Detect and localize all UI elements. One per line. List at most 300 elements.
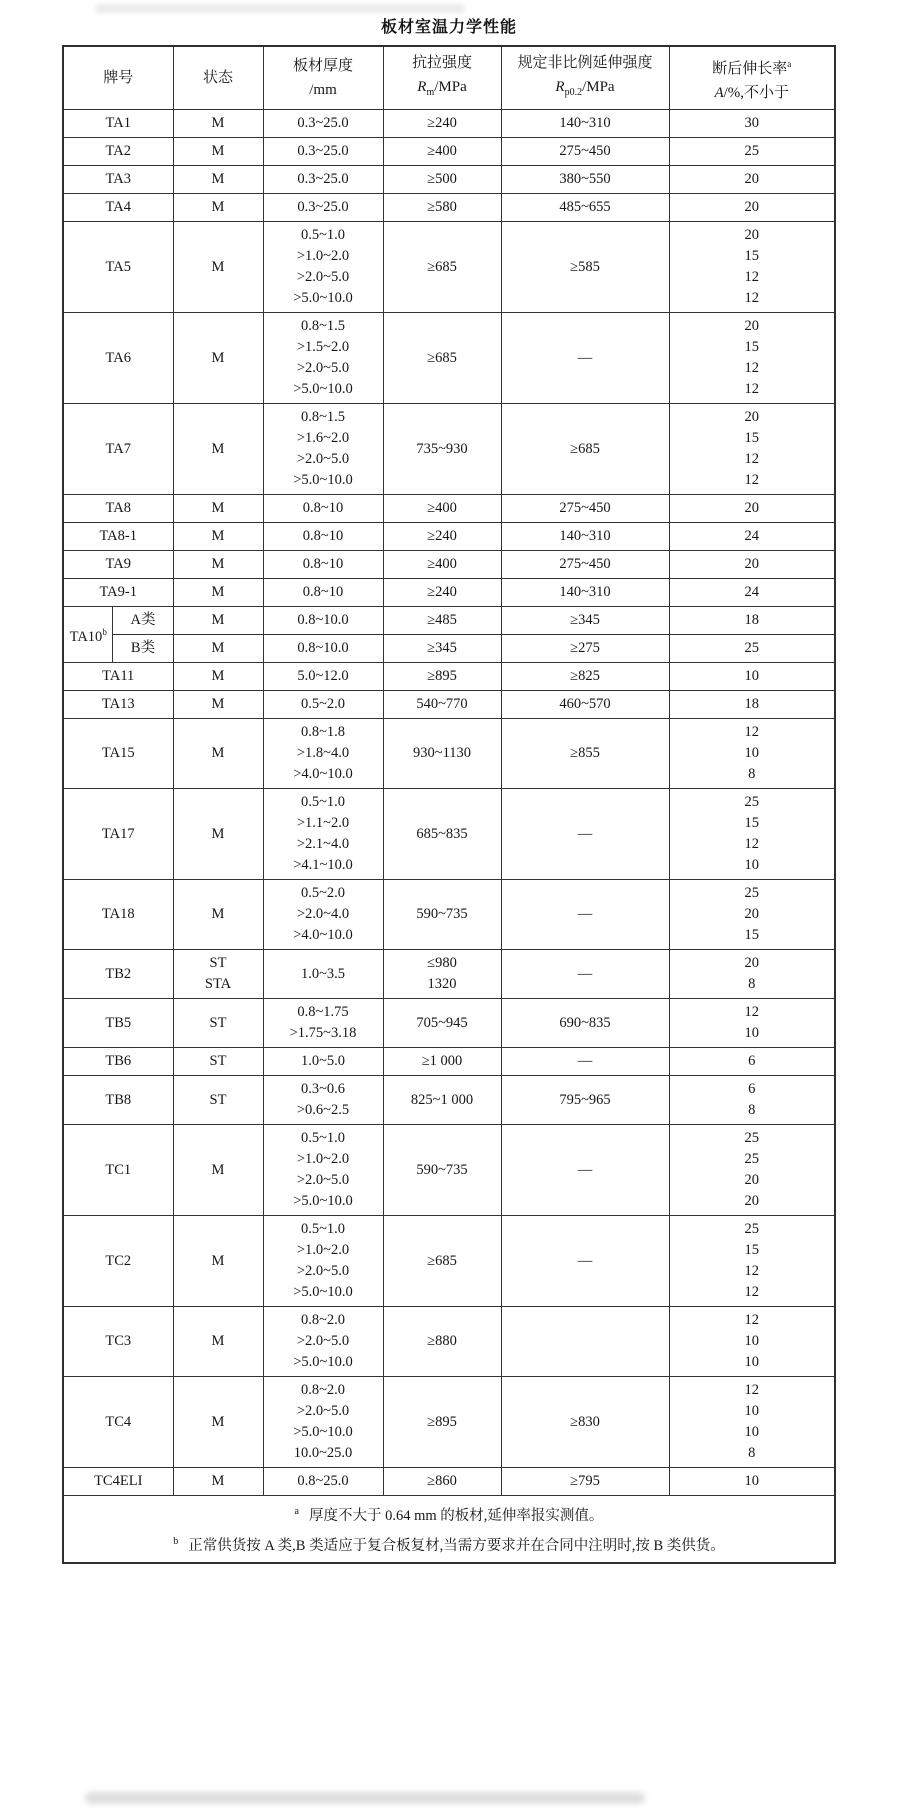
cell-line: 12 <box>744 451 759 467</box>
cell-line: 0.5~1.0 <box>300 1221 346 1237</box>
cell-proof-strength <box>501 950 669 999</box>
cell-line: 0.8~2.0 <box>300 1312 346 1328</box>
cell-tensile-strength <box>383 663 501 691</box>
cell-line: 10 <box>744 1354 759 1370</box>
table-row <box>63 1216 835 1307</box>
cell-line: 0.5~1.0 <box>300 794 346 810</box>
cell-line: 20 <box>744 1172 759 1188</box>
cell-line: 5.0~12.0 <box>297 668 349 684</box>
cell-proof-strength <box>501 635 669 663</box>
cell-grade <box>63 166 173 194</box>
cell-line: 485~655 <box>559 199 611 215</box>
cell-line: M <box>211 825 225 842</box>
cell-line: 1.0~5.0 <box>300 1053 346 1069</box>
cell-line: 25 <box>744 1151 759 1167</box>
cell-line: 825~1 000 <box>410 1091 474 1108</box>
cell-line: 12 <box>744 381 759 397</box>
cell-tensile-strength <box>383 1125 501 1216</box>
cell-line: 0.8~10 <box>302 528 344 544</box>
cell-line: 1.0~3.5 <box>300 965 346 982</box>
cell-line: 20 <box>744 955 759 971</box>
cell-elongation <box>669 222 835 313</box>
cell-grade-class <box>113 635 173 663</box>
table-row <box>63 880 835 950</box>
cell-line: >2.0~5.0 <box>296 1263 350 1279</box>
cell-line: ST <box>209 1014 227 1031</box>
cell-line: M <box>211 640 225 656</box>
cell-thickness <box>263 523 383 551</box>
cell-line: M <box>211 696 225 712</box>
cell-line: ≥685 <box>570 440 600 457</box>
cell-line: 0.8~1.5 <box>300 318 346 334</box>
cell-line: >1.0~2.0 <box>296 1151 350 1167</box>
cell-line: TB2 <box>105 965 132 982</box>
cell-line: ≥685 <box>427 258 457 275</box>
cell-line: M <box>211 1252 225 1269</box>
cell-line: 10 <box>744 668 759 684</box>
cell-tensile-strength <box>383 138 501 166</box>
cell-tensile-strength <box>383 719 501 789</box>
cell-thickness <box>263 222 383 313</box>
cell-line: 25 <box>744 1130 759 1146</box>
cell-grade <box>63 313 173 404</box>
cell-line: 24 <box>744 528 759 544</box>
cell-grade <box>63 551 173 579</box>
table-row <box>63 789 835 880</box>
cell-line: TA15 <box>101 745 135 761</box>
cell-tensile-strength <box>383 1377 501 1468</box>
cell-elongation <box>669 404 835 495</box>
cell-proof-strength <box>501 607 669 635</box>
cell-elongation <box>669 635 835 663</box>
cell-line: 12 <box>744 1382 759 1398</box>
cell-line: ≥240 <box>427 115 457 131</box>
cell-thickness <box>263 880 383 950</box>
cell-line: — <box>577 1252 593 1269</box>
cell-line: >1.1~2.0 <box>296 815 350 831</box>
cell-line: 20 <box>744 1193 759 1209</box>
scan-artifact-top <box>95 4 465 13</box>
cell-thickness <box>263 551 383 579</box>
cell-line: M <box>211 440 225 457</box>
header-thickness-line1: 板材厚度 <box>292 58 353 74</box>
cell-grade <box>63 404 173 495</box>
cell-line: ≥860 <box>427 1473 457 1489</box>
cell-state <box>173 1125 263 1216</box>
header-thickness-line2: /mm <box>309 82 337 98</box>
cell-line: 0.5~2.0 <box>300 696 346 712</box>
cell-elongation <box>669 551 835 579</box>
symbol-rp-sub: p0.2 <box>564 87 583 98</box>
footnote-text: 正常供货按 A 类,B 类适应于复合板复材,当需方要求并在合同中注明时,按 B 类供货。 <box>188 1537 725 1554</box>
cell-line: TC2 <box>105 1252 132 1269</box>
cell-proof-strength <box>501 1076 669 1125</box>
cell-thickness <box>263 138 383 166</box>
cell-thickness <box>263 635 383 663</box>
table-row <box>63 1076 835 1125</box>
header-grade <box>63 46 173 110</box>
cell-proof-strength <box>501 999 669 1048</box>
cell-proof-strength <box>501 719 669 789</box>
cell-line: >2.0~5.0 <box>296 1172 350 1188</box>
header-grade-label: 牌号 <box>103 70 134 86</box>
cell-line: >2.0~5.0 <box>296 360 350 376</box>
cell-line: 20 <box>744 409 759 425</box>
symbol-rm-sub: m <box>426 87 435 98</box>
cell-line: M <box>211 349 225 366</box>
cell-line: TA1 <box>105 115 131 131</box>
cell-line: 12 <box>744 836 759 852</box>
cell-line: 0.8~2.0 <box>300 1382 346 1398</box>
cell-elongation <box>669 719 835 789</box>
cell-line: 140~310 <box>559 584 611 600</box>
cell-state <box>173 880 263 950</box>
cell-line: >1.6~2.0 <box>296 430 350 446</box>
cell-line: TA5 <box>105 258 131 275</box>
cell-state <box>173 194 263 222</box>
cell-line: 12 <box>744 472 759 488</box>
cell-thickness <box>263 1216 383 1307</box>
cell-state <box>173 999 263 1048</box>
cell-line: — <box>577 825 593 842</box>
cell-thickness <box>263 1048 383 1076</box>
cell-line: TA4 <box>105 199 131 215</box>
cell-grade <box>63 880 173 950</box>
cell-line: 6 <box>748 1081 756 1097</box>
cell-line: TA8 <box>105 500 131 516</box>
cell-state <box>173 551 263 579</box>
cell-line: 930~1130 <box>412 745 472 761</box>
cell-line: — <box>577 965 593 982</box>
cell-line: >2.0~5.0 <box>296 1403 350 1419</box>
cell-line: >1.5~2.0 <box>296 339 350 355</box>
cell-proof-strength <box>501 313 669 404</box>
table-row <box>63 1468 835 1496</box>
header-elongation-label: 断后伸长率 <box>712 60 788 77</box>
cell-line: 10 <box>744 1473 759 1489</box>
cell-line: ST <box>209 1053 227 1069</box>
table-row <box>63 110 835 138</box>
cell-elongation <box>669 880 835 950</box>
cell-state <box>173 607 263 635</box>
cell-tensile-strength <box>383 579 501 607</box>
cell-line: >1.75~3.18 <box>289 1025 357 1041</box>
cell-thickness <box>263 1307 383 1377</box>
cell-thickness <box>263 691 383 719</box>
cell-line: >4.0~10.0 <box>293 766 353 782</box>
cell-line: ST <box>209 955 227 971</box>
cell-line: ≥1 000 <box>421 1053 463 1069</box>
cell-line: 685~835 <box>416 825 468 842</box>
cell-line: 20 <box>744 318 759 334</box>
cell-state <box>173 138 263 166</box>
cell-proof-strength <box>501 579 669 607</box>
cell-line: >5.0~10.0 <box>293 290 353 306</box>
cell-line: ≥345 <box>427 640 457 656</box>
cell-proof-strength <box>501 1468 669 1496</box>
cell-line: 0.8~25.0 <box>297 1473 349 1489</box>
cell-proof-strength <box>501 194 669 222</box>
table-row <box>63 138 835 166</box>
cell-line: 0.3~25.0 <box>297 171 349 187</box>
cell-proof-strength <box>501 138 669 166</box>
cell-proof-strength <box>501 880 669 950</box>
cell-line: M <box>211 258 225 275</box>
cell-line: >1.0~2.0 <box>296 248 350 264</box>
cell-line: ≥500 <box>427 171 457 187</box>
cell-line: 10 <box>744 1424 759 1440</box>
cell-line: 795~965 <box>559 1091 611 1108</box>
header-thickness <box>263 46 383 110</box>
cell-line: M <box>211 745 225 761</box>
cell-line: — <box>577 1053 593 1069</box>
cell-thickness <box>263 579 383 607</box>
cell-state <box>173 313 263 404</box>
cell-line: 12 <box>744 1263 759 1279</box>
cell-line: 25 <box>744 143 759 159</box>
cell-line: 8 <box>748 1102 756 1118</box>
cell-grade <box>63 999 173 1048</box>
cell-proof-strength <box>501 404 669 495</box>
footnotes-cell <box>63 1496 835 1563</box>
cell-line: TA6 <box>105 349 131 366</box>
header-elongation-line1 <box>672 52 833 81</box>
cell-thickness <box>263 1076 383 1125</box>
cell-elongation <box>669 166 835 194</box>
header-row <box>63 46 835 110</box>
cell-line: TB5 <box>105 1014 132 1031</box>
cell-thickness <box>263 607 383 635</box>
cell-line: ≥400 <box>427 556 457 572</box>
cell-line: 0.8~1.8 <box>300 724 346 740</box>
cell-state <box>173 110 263 138</box>
cell-line: 15 <box>744 339 759 355</box>
cell-line: ≥825 <box>570 668 600 684</box>
cell-line: ≥795 <box>570 1473 600 1489</box>
cell-line: 10 <box>744 857 759 873</box>
cell-line: ≥240 <box>427 584 457 600</box>
cell-tensile-strength <box>383 313 501 404</box>
cell-tensile-strength <box>383 194 501 222</box>
cell-line: TC3 <box>105 1333 132 1349</box>
table-row <box>63 635 835 663</box>
cell-line: 0.3~25.0 <box>297 115 349 131</box>
cell-line: 30 <box>744 115 759 131</box>
table-row <box>63 166 835 194</box>
cell-line: 0.8~10 <box>302 500 344 516</box>
header-proof-strength <box>501 46 669 110</box>
cell-line: ≥895 <box>427 1413 457 1430</box>
cell-state <box>173 1468 263 1496</box>
header-elongation <box>669 46 835 110</box>
cell-line: 0.5~1.0 <box>300 1130 346 1146</box>
cell-state <box>173 404 263 495</box>
cell-line: 590~735 <box>416 906 468 922</box>
symbol-a: A <box>714 84 724 101</box>
cell-line: 10.0~25.0 <box>293 1445 353 1461</box>
cell-elongation <box>669 110 835 138</box>
cell-line: ≥240 <box>427 528 457 544</box>
cell-tensile-strength <box>383 222 501 313</box>
cell-elongation <box>669 789 835 880</box>
cell-tensile-strength <box>383 110 501 138</box>
cell-state <box>173 789 263 880</box>
cell-line: TA3 <box>105 171 131 187</box>
footnote <box>66 1529 832 1559</box>
cell-state <box>173 1216 263 1307</box>
cell-elongation <box>669 607 835 635</box>
cell-proof-strength <box>501 1048 669 1076</box>
cell-line: 15 <box>744 430 759 446</box>
cell-elongation <box>669 999 835 1048</box>
cell-line: TA18 <box>101 906 135 922</box>
cell-line: 0.8~1.75 <box>297 1004 349 1020</box>
cell-thickness <box>263 404 383 495</box>
cell-line: 20 <box>744 199 759 215</box>
cell-proof-strength <box>501 1125 669 1216</box>
cell-elongation <box>669 1307 835 1377</box>
cell-state <box>173 691 263 719</box>
cell-line: 24 <box>744 584 759 600</box>
cell-line: 10 <box>744 1025 759 1041</box>
cell-line: 0.8~10 <box>302 556 344 572</box>
cell-line: — <box>577 1161 593 1178</box>
cell-tensile-strength <box>383 1048 501 1076</box>
cell-tensile-strength <box>383 880 501 950</box>
cell-elongation <box>669 194 835 222</box>
cell-line: M <box>211 1413 225 1430</box>
table-row <box>63 222 835 313</box>
cell-state <box>173 1048 263 1076</box>
cell-line: TA11 <box>102 668 135 684</box>
cell-line: M <box>211 1473 225 1489</box>
header-proof-formula <box>504 75 667 105</box>
cell-line: ≥400 <box>427 500 457 516</box>
grade-label: TA10$^b$ <box>69 626 107 645</box>
cell-proof-strength <box>501 789 669 880</box>
mechanical-properties-table <box>62 45 836 1564</box>
footnote-marker: b <box>173 1535 179 1547</box>
cell-line: 25 <box>744 794 759 810</box>
cell-line: 18 <box>744 696 759 712</box>
cell-line: M <box>211 556 225 572</box>
cell-line: 12 <box>744 1284 759 1300</box>
cell-state <box>173 166 263 194</box>
cell-state <box>173 1377 263 1468</box>
cell-tensile-strength <box>383 635 501 663</box>
cell-state <box>173 1307 263 1377</box>
cell-grade <box>63 1125 173 1216</box>
header-state <box>173 46 263 110</box>
cell-line: M <box>211 668 225 684</box>
cell-line: 15 <box>744 248 759 264</box>
cell-tensile-strength <box>383 166 501 194</box>
cell-thickness <box>263 166 383 194</box>
cell-line: 8 <box>748 1445 756 1461</box>
cell-elongation <box>669 663 835 691</box>
page-title: 板材室温力学性能 <box>380 19 517 36</box>
cell-grade <box>63 1377 173 1468</box>
cell-line: 12 <box>744 269 759 285</box>
cell-line: >2.0~5.0 <box>296 269 350 285</box>
cell-tensile-strength <box>383 1216 501 1307</box>
table-row <box>63 663 835 691</box>
cell-line: 1320 <box>427 976 457 992</box>
header-tensile-line1: 抗拉强度 <box>411 55 472 71</box>
cell-line: 140~310 <box>559 528 611 544</box>
cell-line: 0.3~0.6 <box>300 1081 346 1097</box>
cell-line: — <box>577 906 593 922</box>
cell-line: ≥345 <box>570 612 600 628</box>
cell-line: ≥580 <box>427 199 457 215</box>
cell-line: 15 <box>744 927 759 943</box>
cell-thickness <box>263 950 383 999</box>
cell-line: 25 <box>744 1221 759 1237</box>
cell-tensile-strength <box>383 404 501 495</box>
cell-grade <box>63 1076 173 1125</box>
cell-line: TA13 <box>101 696 135 712</box>
cell-line: 6 <box>748 1053 756 1069</box>
cell-grade <box>63 495 173 523</box>
cell-grade <box>63 691 173 719</box>
cell-proof-strength <box>501 110 669 138</box>
cell-line: 25 <box>744 640 759 656</box>
cell-line: 20 <box>744 500 759 516</box>
cell-line: 0.8~10.0 <box>297 612 349 628</box>
cell-line: 12 <box>744 290 759 306</box>
cell-line: >5.0~10.0 <box>293 1193 353 1209</box>
cell-elongation <box>669 1216 835 1307</box>
cell-line: 8 <box>748 766 756 782</box>
cell-line: 0.8~1.5 <box>300 409 346 425</box>
cell-line: 12 <box>744 1312 759 1328</box>
cell-line: 0.3~25.0 <box>297 143 349 159</box>
footnote-ref-b: b <box>102 626 107 637</box>
cell-elongation <box>669 313 835 404</box>
cell-grade <box>63 950 173 999</box>
footnotes-row <box>63 1496 835 1563</box>
cell-line: ≥895 <box>427 668 457 684</box>
symbol-rm: R <box>417 79 427 95</box>
cell-thickness <box>263 495 383 523</box>
cell-proof-strength <box>501 222 669 313</box>
cell-line: A类 <box>130 612 156 628</box>
footnote <box>66 1499 832 1529</box>
cell-elongation <box>669 1377 835 1468</box>
cell-tensile-strength <box>383 1307 501 1377</box>
cell-line: M <box>211 528 225 544</box>
cell-line: 10 <box>744 1403 759 1419</box>
table-row <box>63 1307 835 1377</box>
cell-line: 25 <box>744 885 759 901</box>
cell-line: TB8 <box>105 1091 132 1108</box>
cell-line: M <box>211 584 225 600</box>
cell-state <box>173 635 263 663</box>
cell-tensile-strength <box>383 551 501 579</box>
table-row <box>63 495 835 523</box>
cell-tensile-strength <box>383 1468 501 1496</box>
cell-line: 0.5~1.0 <box>300 227 346 243</box>
cell-thickness <box>263 313 383 404</box>
cell-tensile-strength <box>383 495 501 523</box>
cell-line: >2.0~4.0 <box>296 906 350 922</box>
cell-proof-strength <box>501 663 669 691</box>
cell-line: ≥685 <box>427 349 457 366</box>
cell-grade <box>63 719 173 789</box>
cell-grade <box>63 110 173 138</box>
cell-thickness <box>263 194 383 222</box>
cell-line: TA2 <box>105 143 131 159</box>
